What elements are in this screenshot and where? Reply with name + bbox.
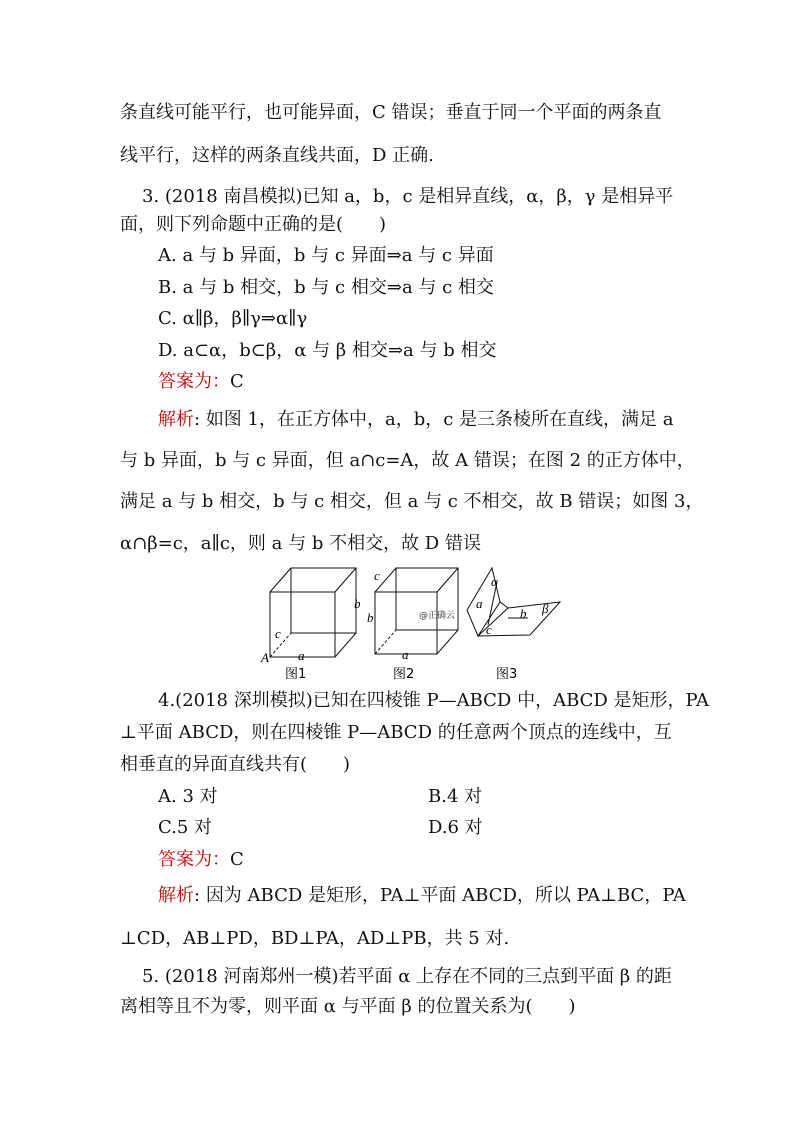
answer-label: 答案为： <box>158 849 230 870</box>
question-5-stem: 离相等且不为零，则平面 α 与平面 β 的位置关系为( ) <box>120 996 576 1017</box>
analysis-text: ⊥CD，AB⊥PD，BD⊥PA，AD⊥PB，共 5 对. <box>120 928 510 949</box>
figure-1-caption: 图1 <box>285 667 307 682</box>
watermark: @正确云 <box>419 611 456 621</box>
fig2-label-a: a <box>402 647 409 662</box>
analysis-text: 因为 ABCD 是矩形，PA⊥平面 ABCD，所以 PA⊥BC，PA <box>205 885 686 906</box>
option-b: B.4 对 <box>428 786 483 807</box>
analysis-text: 与 b 异面，b 与 c 异面，但 a∩c=A，故 A 错误；在图 2 的正方体中， <box>120 450 695 471</box>
question-4-stem: 4.(2018 深圳模拟)已知在四棱锥 P—ABCD 中，ABCD 是矩形，PA <box>158 690 710 711</box>
fig3-label-c: c <box>486 622 492 637</box>
analysis-label: 解析 <box>158 409 194 430</box>
answer-label: 答案为： <box>158 371 230 392</box>
question-3-stem: 3. (2018 南昌模拟)已知 a，b，c 是相异直线，α，β，γ 是相异平 <box>142 186 674 207</box>
analysis-text: 满足 a 与 b 相交，b 与 c 相交，但 a 与 c 不相交，故 B 错误；如图 3， <box>120 491 704 512</box>
figure-1-cube <box>270 568 356 657</box>
option-c: C.5 对 <box>158 817 213 838</box>
option-c: C. α∥β，β∥γ⇒α∥γ <box>158 308 308 329</box>
text-line: 线平行，这样的两条直线共面，D 正确. <box>120 145 434 166</box>
option-a: A. 3 对 <box>158 786 218 807</box>
analysis-line <box>158 409 674 431</box>
analysis-text: α∩β=c，a∥c，则 a 与 b 不相交，故 D 错误 <box>120 533 481 554</box>
answer-line <box>158 371 244 393</box>
answer-value: C <box>230 849 244 870</box>
analysis-label: 解析 <box>158 885 194 906</box>
text-line: 条直线可能平行，也可能异面，C 错误；垂直于同一个平面的两条直 <box>120 102 662 123</box>
analysis-colon: : <box>194 885 201 906</box>
fig1-label-A: A <box>261 650 269 665</box>
option-a: A. a 与 b 异面，b 与 c 异面⇒a 与 c 异面 <box>158 245 494 266</box>
option-b: B. a 与 b 相交，b 与 c 相交⇒a 与 c 相交 <box>158 277 494 298</box>
option-d: D.6 对 <box>428 817 483 838</box>
analysis-line <box>158 885 686 907</box>
fig1-label-a: a <box>298 648 305 663</box>
option-d: D. a⊂α，b⊂β，α 与 β 相交⇒a 与 b 相交 <box>158 340 497 361</box>
answer-line <box>158 849 244 871</box>
figure-2-caption: 图2 <box>393 667 415 682</box>
analysis-text: 如图 1，在正方体中，a，b，c 是三条棱所在直线，满足 a <box>205 409 674 430</box>
fig3-label-alpha: α <box>491 574 498 589</box>
answer-value: C <box>230 371 244 392</box>
question-3-stem: 面，则下列命题中正确的是( ) <box>120 214 387 235</box>
fig3-label-beta: β <box>542 601 549 616</box>
fig3-label-a: a <box>476 596 483 611</box>
geometry-figure <box>250 560 580 685</box>
question-5-stem: 5. (2018 河南郑州一模)若平面 α 上存在不同的三点到平面 β 的距 <box>142 966 672 987</box>
analysis-colon: : <box>194 409 201 430</box>
fig2-label-c: c <box>374 568 380 583</box>
fig2-label-b: b <box>367 610 374 625</box>
fig3-label-b: b <box>520 606 527 621</box>
question-4-stem: ⊥平面 ABCD，则在四棱锥 P—ABCD 的任意两个顶点的连线中，互 <box>120 722 672 743</box>
question-4-stem: 相垂直的异面直线共有( ) <box>120 754 351 775</box>
fig1-label-b: b <box>354 596 361 611</box>
fig1-label-c: c <box>275 626 281 641</box>
figure-3-caption: 图3 <box>496 667 518 682</box>
